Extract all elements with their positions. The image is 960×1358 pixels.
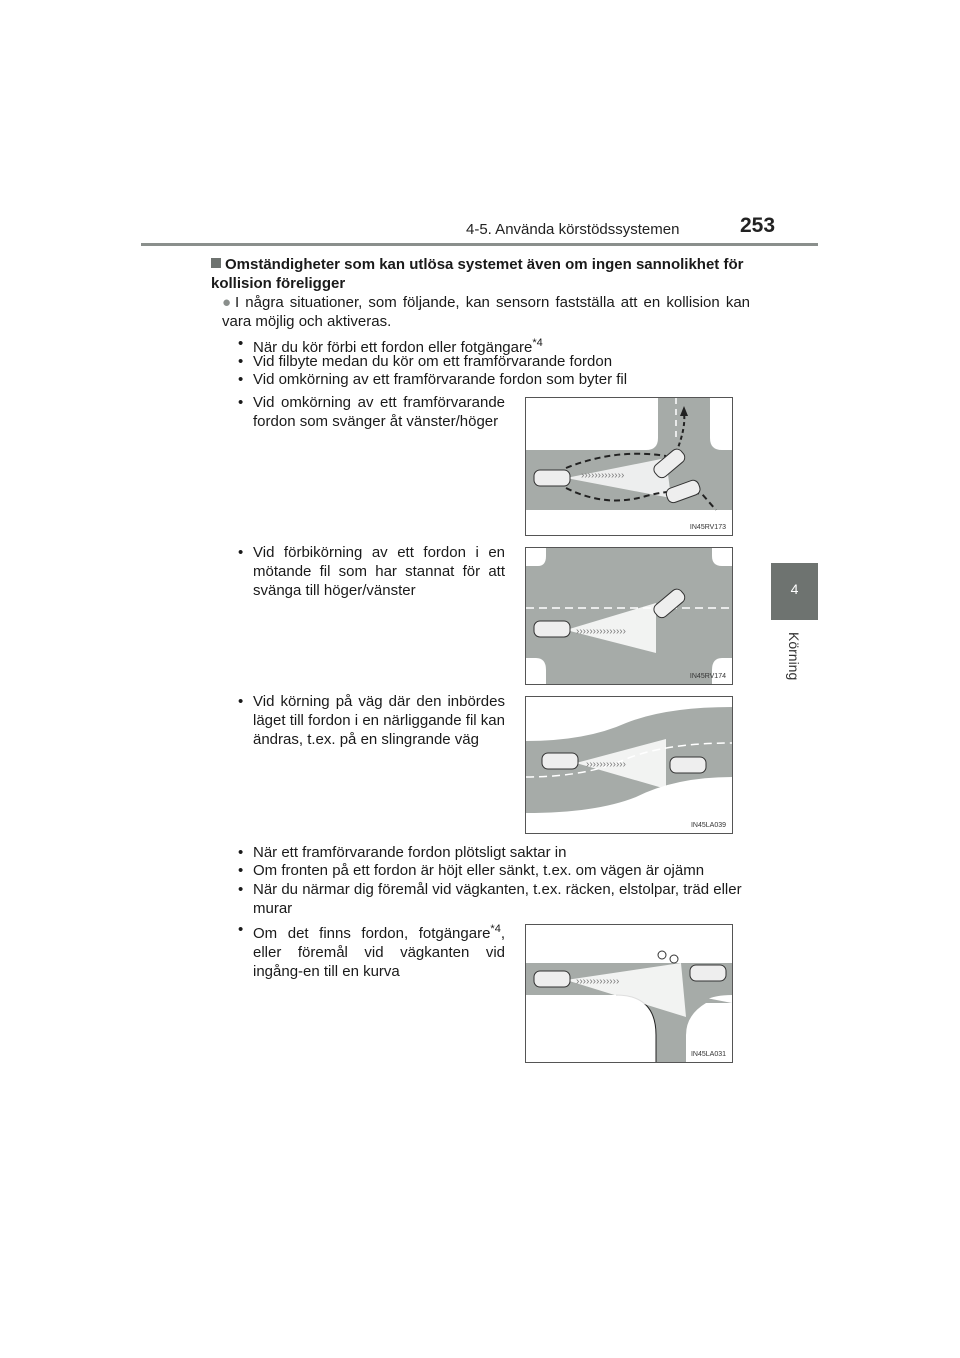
figure-curve-entry (525, 924, 733, 1063)
figure-winding-road (525, 696, 733, 834)
svg-text:››››››››››››: ›››››››››››› (586, 759, 626, 770)
list-item: • Vid körning på väg där den inbördes läget till fordon i en närliggande fil kan ändras, t.ex. på en slingrande väg (238, 693, 505, 748)
list-item: • Vid förbikörning av ett fordon i en mötande fil som har stannat för att svänga till höger/vänster (238, 544, 505, 599)
list-item: • Om fronten på ett fordon är höjt eller sänkt, t.ex. om vägen är ojämn (238, 862, 705, 879)
svg-text:›››››››››››››: ››››››››››››› (576, 976, 620, 987)
section-heading: Omständigheter som kan utlösa systemet även om ingen sannolikhet för kollision föreligger (211, 256, 744, 292)
chapter-label: Körning (786, 632, 802, 681)
section-title: 4-5. Använda körstödssystemen (466, 221, 680, 238)
figure-code: IN45RV173 (689, 524, 726, 531)
chapter-number: 4 (790, 581, 799, 597)
figure-oncoming-stopped-drawing (526, 548, 732, 684)
svg-text:›››››››››››››››: ››››››››››››››› (576, 626, 626, 637)
figure-curve-entry-drawing (526, 925, 732, 1062)
figure-overtake-turning-drawing (526, 398, 732, 535)
list-item: • När du kör förbi ett fordon eller fotgängare$^{*4}$ (238, 335, 543, 356)
list-item: • När du närmar dig föremål vid vägkanten, t.ex. räcken, elstolpar, träd eller murar (238, 881, 742, 917)
chapter-tab[interactable] (771, 563, 818, 620)
figure-overtake-turning (525, 397, 733, 536)
page-number: 253 (740, 214, 776, 237)
svg-text:›››››››››››››: ››››››››››››› (581, 470, 625, 481)
list-item: • Vid omkörning av ett framförvarande fordon som svänger åt vänster/höger (238, 394, 505, 430)
list-item: • Om det finns fordon, fotgängare$^{*4}$, eller föremål vid vägkanten vid ingång-en till en kurva (238, 921, 505, 980)
square-bullet-icon (211, 258, 221, 268)
circle-bullet-icon: ● (222, 294, 234, 311)
figure-code: IN45RV174 (689, 673, 726, 680)
list-item: • När ett framförvarande fordon plötsligt saktar in (238, 844, 567, 861)
figure-winding-road-drawing (526, 697, 732, 833)
list-item: • Vid omkörning av ett framförvarande fordon som byter fil (238, 371, 628, 388)
header-rule (141, 243, 818, 246)
intro-paragraph: ● I några situationer, som följande, kan sensorn fastställa att en kollision kan vara möjlig och aktiveras. (222, 294, 751, 330)
figure-code: IN45LA039 (690, 822, 726, 829)
figure-code: IN45LA031 (690, 1051, 726, 1058)
list-item: • Vid filbyte medan du kör om ett framförvarande fordon (238, 353, 613, 370)
figure-oncoming-stopped (525, 547, 733, 685)
